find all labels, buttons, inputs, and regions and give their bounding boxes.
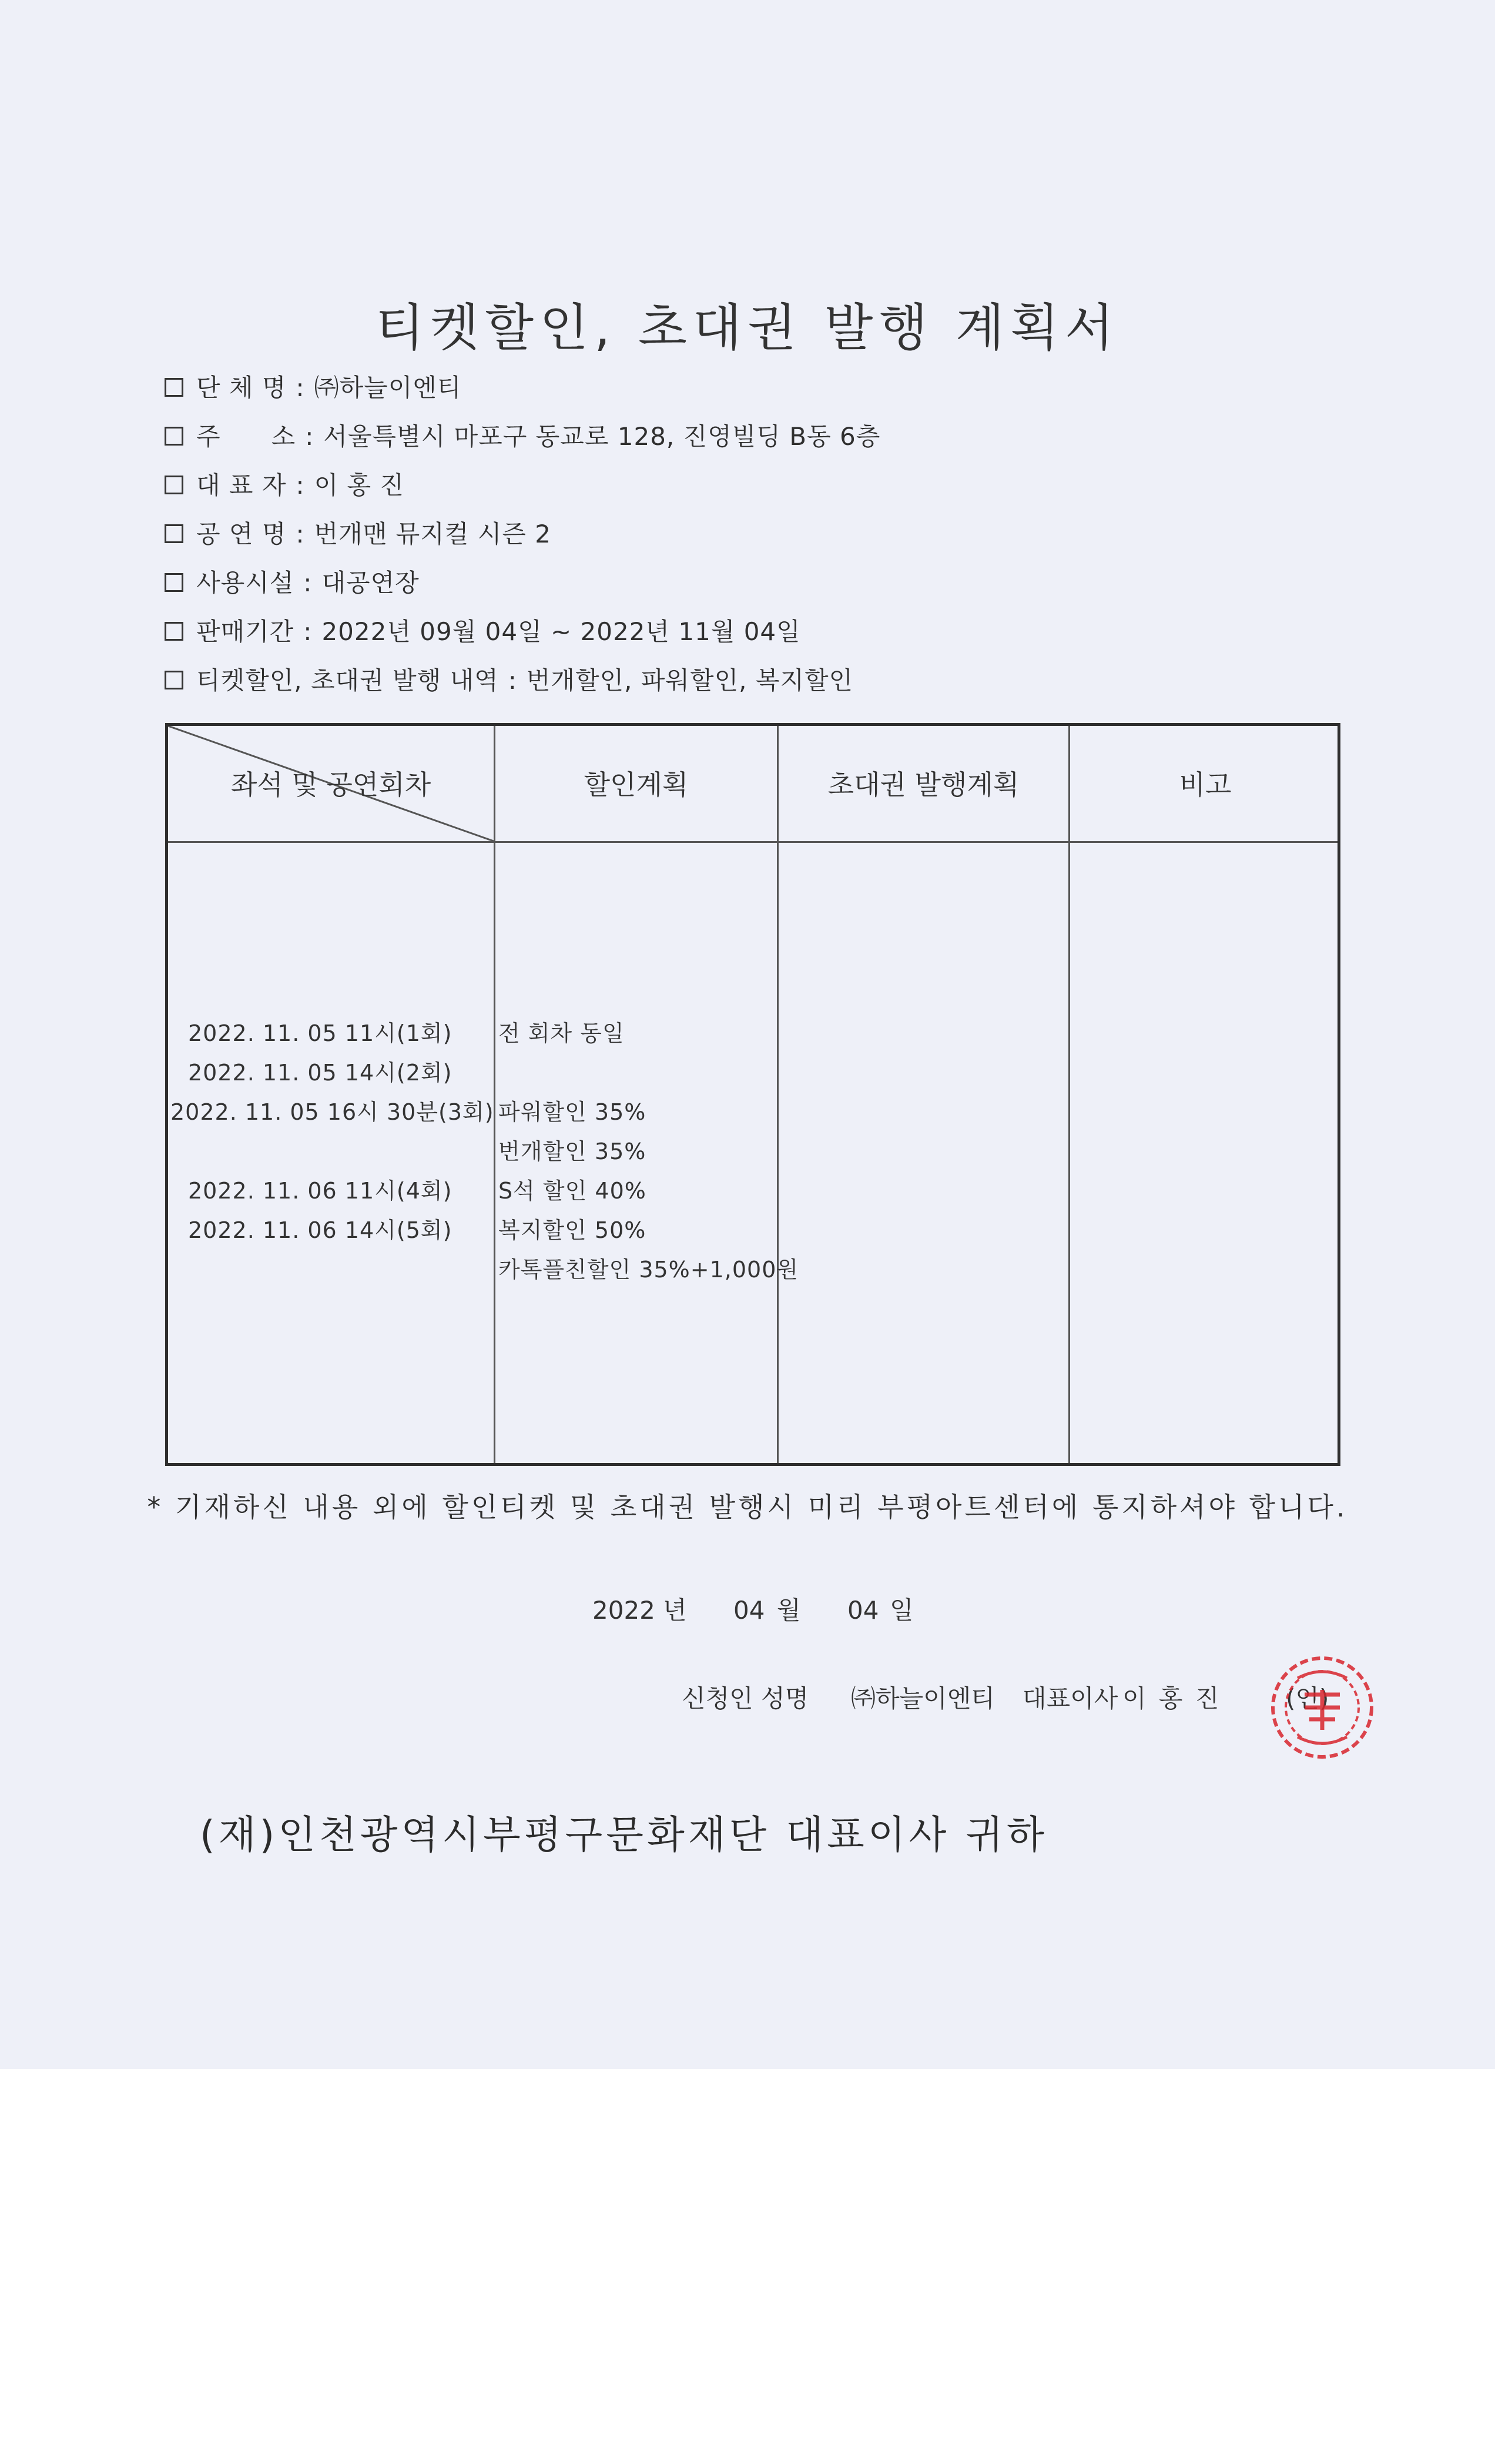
recipient-text: (재)인천광역시부평구문화재단 대표이사 귀하	[200, 1812, 1048, 1857]
field-address: 주 소 : 서울특별시 마포구 동교로 128, 진영빌딩 B동 6층	[165, 419, 880, 454]
field-value: 번개맨 뮤지컬 시즌 2	[314, 520, 551, 548]
plan-table	[165, 723, 1340, 1466]
seal-mark-text: (인)	[1286, 1684, 1329, 1713]
document-title: 티켓할인, 초대권 발행 계획서	[375, 299, 1120, 357]
field-performance-name: 공 연 명 : 번개맨 뮤지컬 시즌 2	[165, 517, 551, 552]
date-month-unit: 월	[777, 1596, 801, 1625]
field-value: 대공연장	[321, 568, 420, 597]
field-label: 단 체 명	[196, 373, 287, 402]
checkbox-icon	[165, 622, 183, 641]
applicant-label: 신청인 성명	[682, 1684, 809, 1713]
notice-text: * 기재하신 내용 외에 할인티켓 및 초대권 발행시 미리 부평아트센터에 통지하셔야 합니다.	[147, 1491, 1348, 1523]
discount-item: 카톡플친할인 35%+1,000원	[498, 1257, 799, 1283]
schedule-item: 2022. 11. 06 11시(4회)	[188, 1178, 452, 1204]
checkbox-icon	[165, 378, 183, 397]
header-schedule: 좌석 및 공연회차	[230, 769, 431, 801]
date-year: 2022	[592, 1596, 655, 1625]
field-group-name: 단 체 명 : ㈜하늘이엔티	[165, 370, 461, 406]
applicant-name: 이 홍 진	[1122, 1684, 1222, 1713]
field-label: 티켓할인, 초대권 발행 내역	[196, 666, 499, 695]
discount-item: 전 회차 동일	[498, 1020, 625, 1046]
schedule-item: 2022. 11. 05 14시(2회)	[188, 1060, 452, 1086]
date-day: 04	[847, 1596, 879, 1625]
company-seal-icon	[1263, 1649, 1381, 1766]
date-year-unit: 년	[663, 1596, 687, 1625]
date-month: 04	[733, 1596, 765, 1625]
field-sales-period: 판매기간 : 2022년 09월 04일 ~ 2022년 11월 04일	[165, 614, 801, 650]
field-venue: 사용시설 : 대공연장	[165, 565, 420, 601]
field-label: 주 소	[196, 422, 296, 451]
applicant-company: ㈜하늘이엔티	[851, 1684, 995, 1713]
header-remarks: 비고	[1179, 769, 1232, 801]
field-value: 번개할인, 파워할인, 복지할인	[526, 666, 854, 695]
field-label: 판매기간	[196, 617, 294, 646]
discount-item: 복지할인 50%	[498, 1217, 646, 1243]
header-invitation-plan: 초대권 발행계획	[827, 769, 1020, 801]
discount-item: S석 할인 40%	[498, 1178, 646, 1204]
date-day-unit: 일	[890, 1596, 914, 1625]
field-value: 이 홍 진	[314, 471, 404, 500]
field-discount-details: 티켓할인, 초대권 발행 내역 : 번개할인, 파워할인, 복지할인	[165, 663, 853, 698]
header-divider	[168, 841, 1338, 843]
column-divider	[777, 726, 779, 1463]
column-divider	[1068, 726, 1070, 1463]
field-label: 대 표 자	[196, 471, 287, 500]
checkbox-icon	[165, 427, 183, 446]
applicant-role: 대표이사	[1023, 1684, 1118, 1713]
field-label: 공 연 명	[196, 520, 287, 548]
checkbox-icon	[165, 476, 183, 494]
schedule-item: 2022. 11. 05 16시 30분(3회)	[170, 1099, 494, 1125]
header-discount-plan: 할인계획	[584, 769, 689, 801]
schedule-item: 2022. 11. 06 14시(5회)	[188, 1217, 452, 1243]
field-value: ㈜하늘이엔티	[314, 373, 462, 402]
checkbox-icon	[165, 524, 183, 543]
checkbox-icon	[165, 573, 183, 592]
discount-item: 파워할인 35%	[498, 1099, 646, 1125]
field-value: 서울특별시 마포구 동교로 128, 진영빌딩 B동 6층	[323, 422, 881, 451]
field-value: 2022년 09월 04일 ~ 2022년 11월 04일	[321, 617, 801, 646]
field-label: 사용시설	[196, 568, 294, 597]
checkbox-icon	[165, 671, 183, 689]
discount-item: 번개할인 35%	[498, 1139, 646, 1164]
schedule-item: 2022. 11. 05 11시(1회)	[188, 1020, 452, 1046]
field-representative: 대 표 자 : 이 홍 진	[165, 468, 404, 503]
